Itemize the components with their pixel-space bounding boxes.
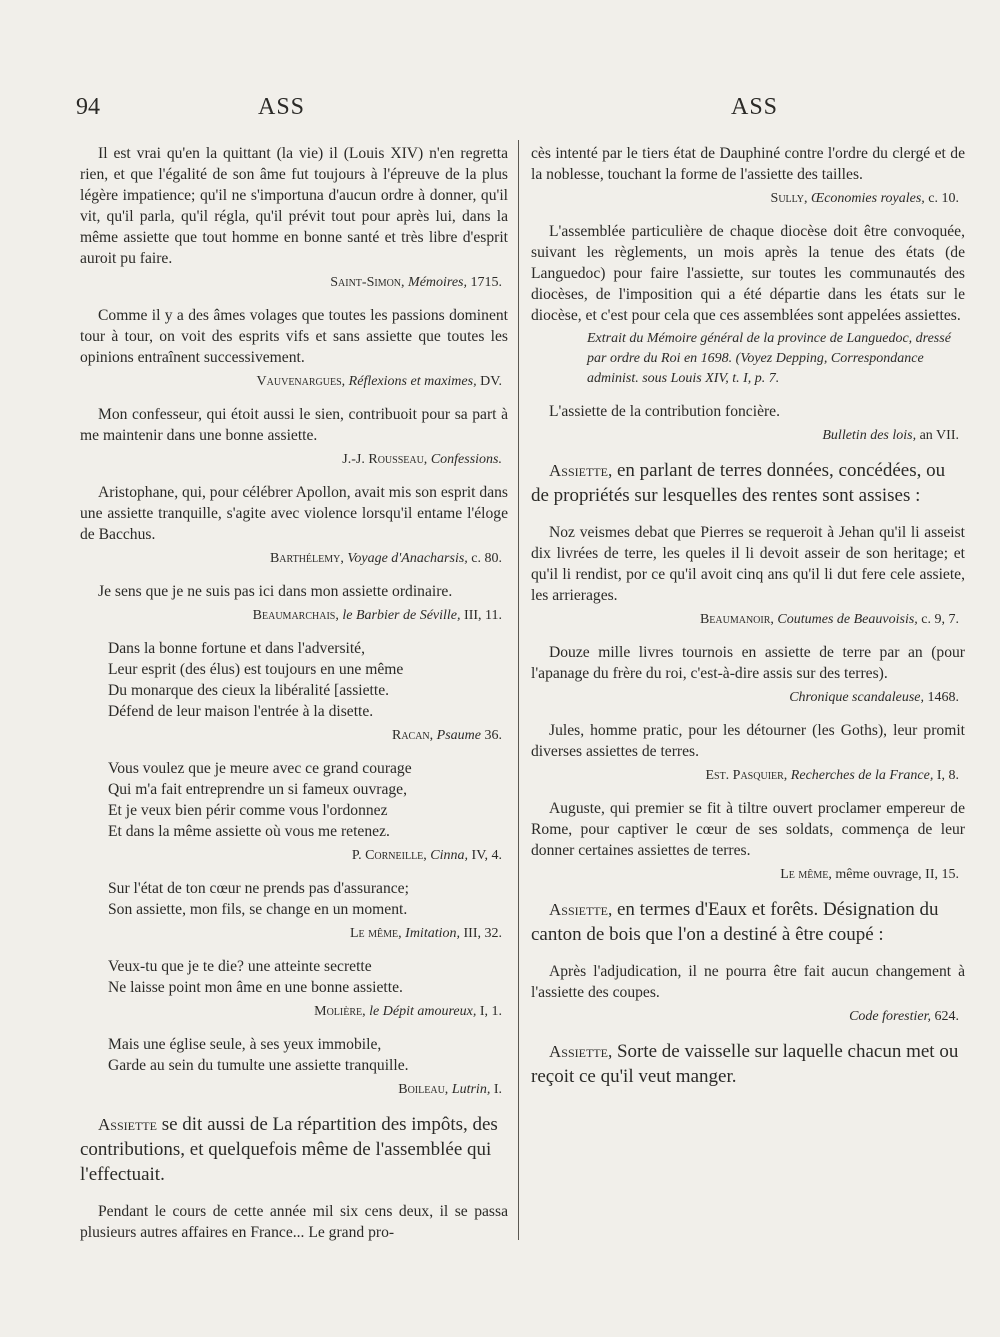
quotation: Jules, homme pratic, pour les détourner (les Goths), leur promit diverses assiettes de terres. [531, 722, 965, 760]
right-column [531, 143, 965, 1103]
page-number: 94 [76, 94, 100, 120]
left-column [80, 143, 508, 1243]
citation: Racan, Psaume 36. [391, 728, 502, 743]
verse-quotation: Dans la bonne fortune et dans l'adversité, Leur esprit (des élus) est toujours en une même Du monarque des cieux la libéralité [assiette. Défend de leur maison l'entrée à la disette. [108, 640, 404, 720]
verse-quotation: Mais une église seule, à ses yeux immobile, Garde au sein du tumulte une assiette tranquille. [108, 1036, 409, 1074]
quotation: Aristophane, qui, pour célébrer Apollon, avait mis son esprit dans une assiette tranquille, s'agite avec violence lorsqu'il entame l'éloge de Bacchus. [80, 484, 508, 543]
quotation: Mon confesseur, qui étoit aussi le sien, contribuoit pour sa part à me maintenir dans une bonne assiette. [80, 406, 508, 444]
citation: Boileau, Lutrin, I. [398, 1082, 502, 1097]
definition-heading: Assiette, en parlant de terres données, concédées, ou de propriétés sur lesquelles des rentes sont assises : [531, 460, 946, 506]
citation: Saint-Simon, Mémoires, 1715. [330, 275, 502, 290]
citation: Code forestier, 624. [849, 1009, 959, 1024]
quotation: cès intenté par le tiers état de Dauphiné contre l'ordre du clergé et de la noblesse, touchant la forme de l'assiette des tailles. [531, 145, 965, 183]
quotation: Après l'adjudication, il ne pourra être fait aucun changement à l'assiette des coupes. [531, 963, 965, 1001]
citation: Bulletin des lois, an VII. [822, 428, 959, 443]
citation-extract: Extrait du Mémoire général de la province de Languedoc, dressé par ordre du Roi en 1698. (Voyez Depping, Correspondance administ. sous Louis XIV, t. I, p. 7. [587, 331, 951, 386]
citation: Molière, le Dépit amoureux, I, 1. [314, 1004, 502, 1019]
quotation: Auguste, qui premier se fit à tiltre ouvert proclamer empereur de Rome, pour captiver le cœur de ses soldats, commença de leur donner certaines assiettes de terres. [531, 800, 965, 859]
running-head-left: ASS [258, 94, 306, 120]
quotation: Comme il y a des âmes volages que toutes les passions dominent tour à tour, on voit des esprits vifs et sans assiette que toutes les opinions entraînent successivement. [80, 307, 508, 366]
citation: Sully, Œconomies royales, c. 10. [770, 191, 959, 206]
running-head-right: ASS [731, 94, 779, 120]
page-header [0, 94, 1000, 134]
quotation: L'assemblée particulière de chaque diocèse doit être convoquée, suivant les règlements, un mois après la tenue des états (de Languedoc) pour faire l'assiette, sur toutes les communautés des diocèses, de l'imposition qui a été départie dans les états sur le diocèse, et c'est pour cela que ces assemblées sont appelées assiettes. [531, 223, 965, 324]
verse-quotation: Sur l'état de ton cœur ne prends pas d'assurance; Son assiette, mon fils, se change en un moment. [108, 880, 409, 918]
quotation: Douze mille livres tournois en assiette de terre par an (pour l'apanage du frère du roi, c'est-à-dire assis sur des terres). [531, 644, 965, 682]
citation: Chronique scandaleuse, 1468. [789, 690, 959, 705]
citation: Le même, Imitation, III, 32. [349, 926, 502, 941]
citation: Beaumarchais, le Barbier de Séville, III, 11. [252, 608, 502, 623]
quotation: Noz veismes debat que Pierres se requeroit à Jehan qu'il li asseist dix livrées de terre, les queles il li devoit asseir de son heritage; et qu'il li rendist, por ce qu'il avoit cinq ans qu'il li dut fere cele assiete, les arrierages. [531, 524, 965, 604]
citation: Le même, même ouvrage, II, 15. [780, 867, 959, 882]
citation: P. Corneille, Cinna, IV, 4. [351, 848, 502, 863]
definition-heading: Assiette se dit aussi de La répartition des impôts, des contributions, et quelquefois même de l'assemblée qui l'effectuait. [80, 1114, 498, 1185]
citation: Barthélemy, Voyage d'Anacharsis, c. 80. [269, 551, 502, 566]
quotation: Je sens que je ne suis pas ici dans mon assiette ordinaire. [98, 583, 453, 600]
citation: Est. Pasquier, Recherches de la France, I, 8. [705, 768, 959, 783]
definition-heading: Assiette, Sorte de vaisselle sur laquelle chacun met ou reçoit ce qu'il veut manger. [531, 1041, 959, 1087]
column-divider [518, 140, 519, 1240]
citation: J.-J. Rousseau, Confessions. [342, 452, 502, 467]
definition-heading: Assiette, en termes d'Eaux et forêts. Désignation du canton de bois que l'on a destiné à être coupé : [531, 899, 939, 945]
citation: Beaumanoir, Coutumes de Beauvoisis, c. 9, 7. [699, 612, 959, 627]
verse-quotation: Vous voulez que je meure avec ce grand courage Qui m'a fait entreprendre un si fameux ouvrage, Et je veux bien périr comme vous l'ordonnez Et dans la même assiette où vous me retenez. [108, 760, 412, 840]
quotation: L'assiette de la contribution foncière. [549, 403, 780, 420]
quotation: Pendant le cours de cette année mil six cens deux, il se passa plusieurs autres affaires en France... Le grand pro- [80, 1203, 508, 1241]
quotation: Il est vrai qu'en la quittant (la vie) il (Louis XIV) n'en regretta rien, et que l'égalité de son âme fut toujours à l'épreuve de la plus légère impatience; qu'il ne s'importuna d'aucun ordre à donner, qu'il vit, qu'il parla, qu'il régla, qu'il prévit tout pour après lui, dans la même assiette que tout homme en bonne santé et très libre d'esprit auroit pu faire. [80, 145, 508, 267]
citation: Vauvenargues, Réflexions et maximes, DV. [256, 374, 502, 389]
verse-quotation: Veux-tu que je te die? une atteinte secrette Ne laisse point mon âme en une bonne assiette. [108, 958, 403, 996]
